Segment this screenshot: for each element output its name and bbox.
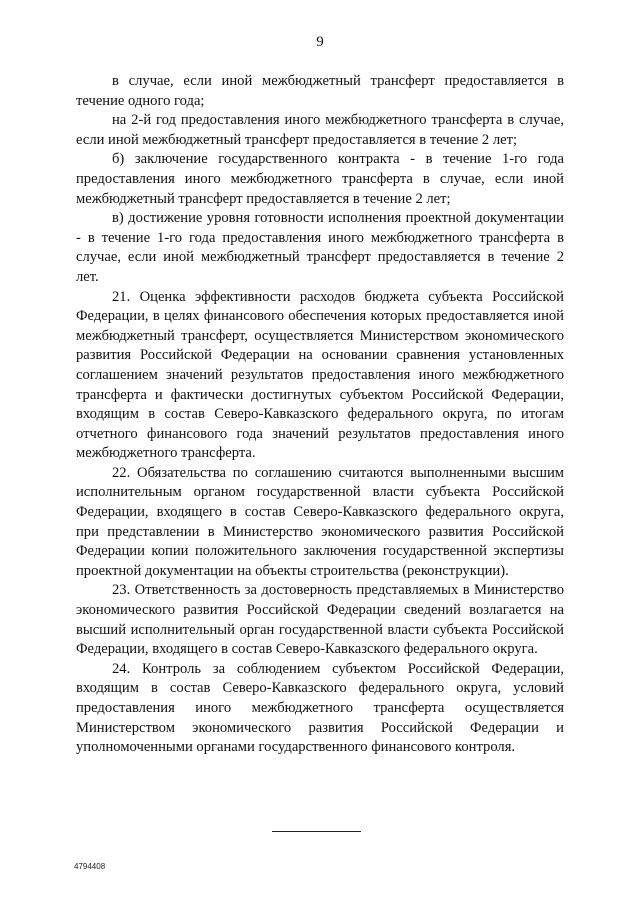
paragraph: 22. Обязательства по соглашению считаются выполненными высшим исполнительным органом государственной власти субъекта Российской Федерации, входящего в состав Северо-Кавказского федерального округа, при представлении в Министерство экономического развития Российской Федерации копии положительного заключения государственной экспертизы проектной документации на объекты строительства (реконструкции).	[76, 464, 564, 579]
end-divider	[272, 831, 361, 832]
page-number: 9	[316, 34, 324, 50]
paragraph: на 2-й год предоставления иного межбюджетного трансферта в случае, если иной межбюджетный трансферт предоставляется в течение 2 лет;	[76, 112, 564, 148]
paragraph: в) достижение уровня готовности исполнения проектной документации - в течение 1-го года предоставления иного межбюджетного трансферта в случае, если иной межбюджетный трансферт предоставляется в течение 2 лет.	[76, 210, 564, 285]
paragraph: 21. Оценка эффективности расходов бюджета субъекта Российской Федерации, в целях финансового обеспечения которых предоставляется иной межбюджетный трансферт, осуществляется Министерством экономического развития Российской Федерации на основании сравнения установленных соглашением значений результатов предоставления иного межбюджетного трансферта и фактически достигнутых субъектом Российской Федерации, входящим в состав Северо-Кавказского федерального округа, по итогам отчетного финансового года значений результатов предоставления иного межбюджетного трансферта.	[76, 288, 564, 462]
document-body	[76, 72, 564, 758]
document-code: 4794408	[74, 862, 106, 871]
paragraph: б) заключение государственного контракта - в течение 1-го года предоставления иного межбюджетного трансферта в случае, если иной межбюджетный трансферт предоставляется в течение 2 лет;	[76, 151, 564, 207]
paragraph: 24. Контроль за соблюдением субъектом Российской Федерации, входящим в состав Северо-Кавказского федерального округа, условий предоставления иного межбюджетного трансферта осуществляется Министерством экономического развития Российской Федерации и уполномоченными органами государственного финансового контроля.	[76, 660, 564, 756]
paragraph: в случае, если иной межбюджетный трансферт предоставляется в течение одного года;	[76, 73, 564, 109]
paragraph: 23. Ответственность за достоверность представляемых в Министерство экономического развития Российской Федерации сведений возлагается на высший исполнительный орган государственной власти субъекта Российской Федерации, входящего в состав Северо-Кавказского федерального округа.	[76, 582, 564, 658]
